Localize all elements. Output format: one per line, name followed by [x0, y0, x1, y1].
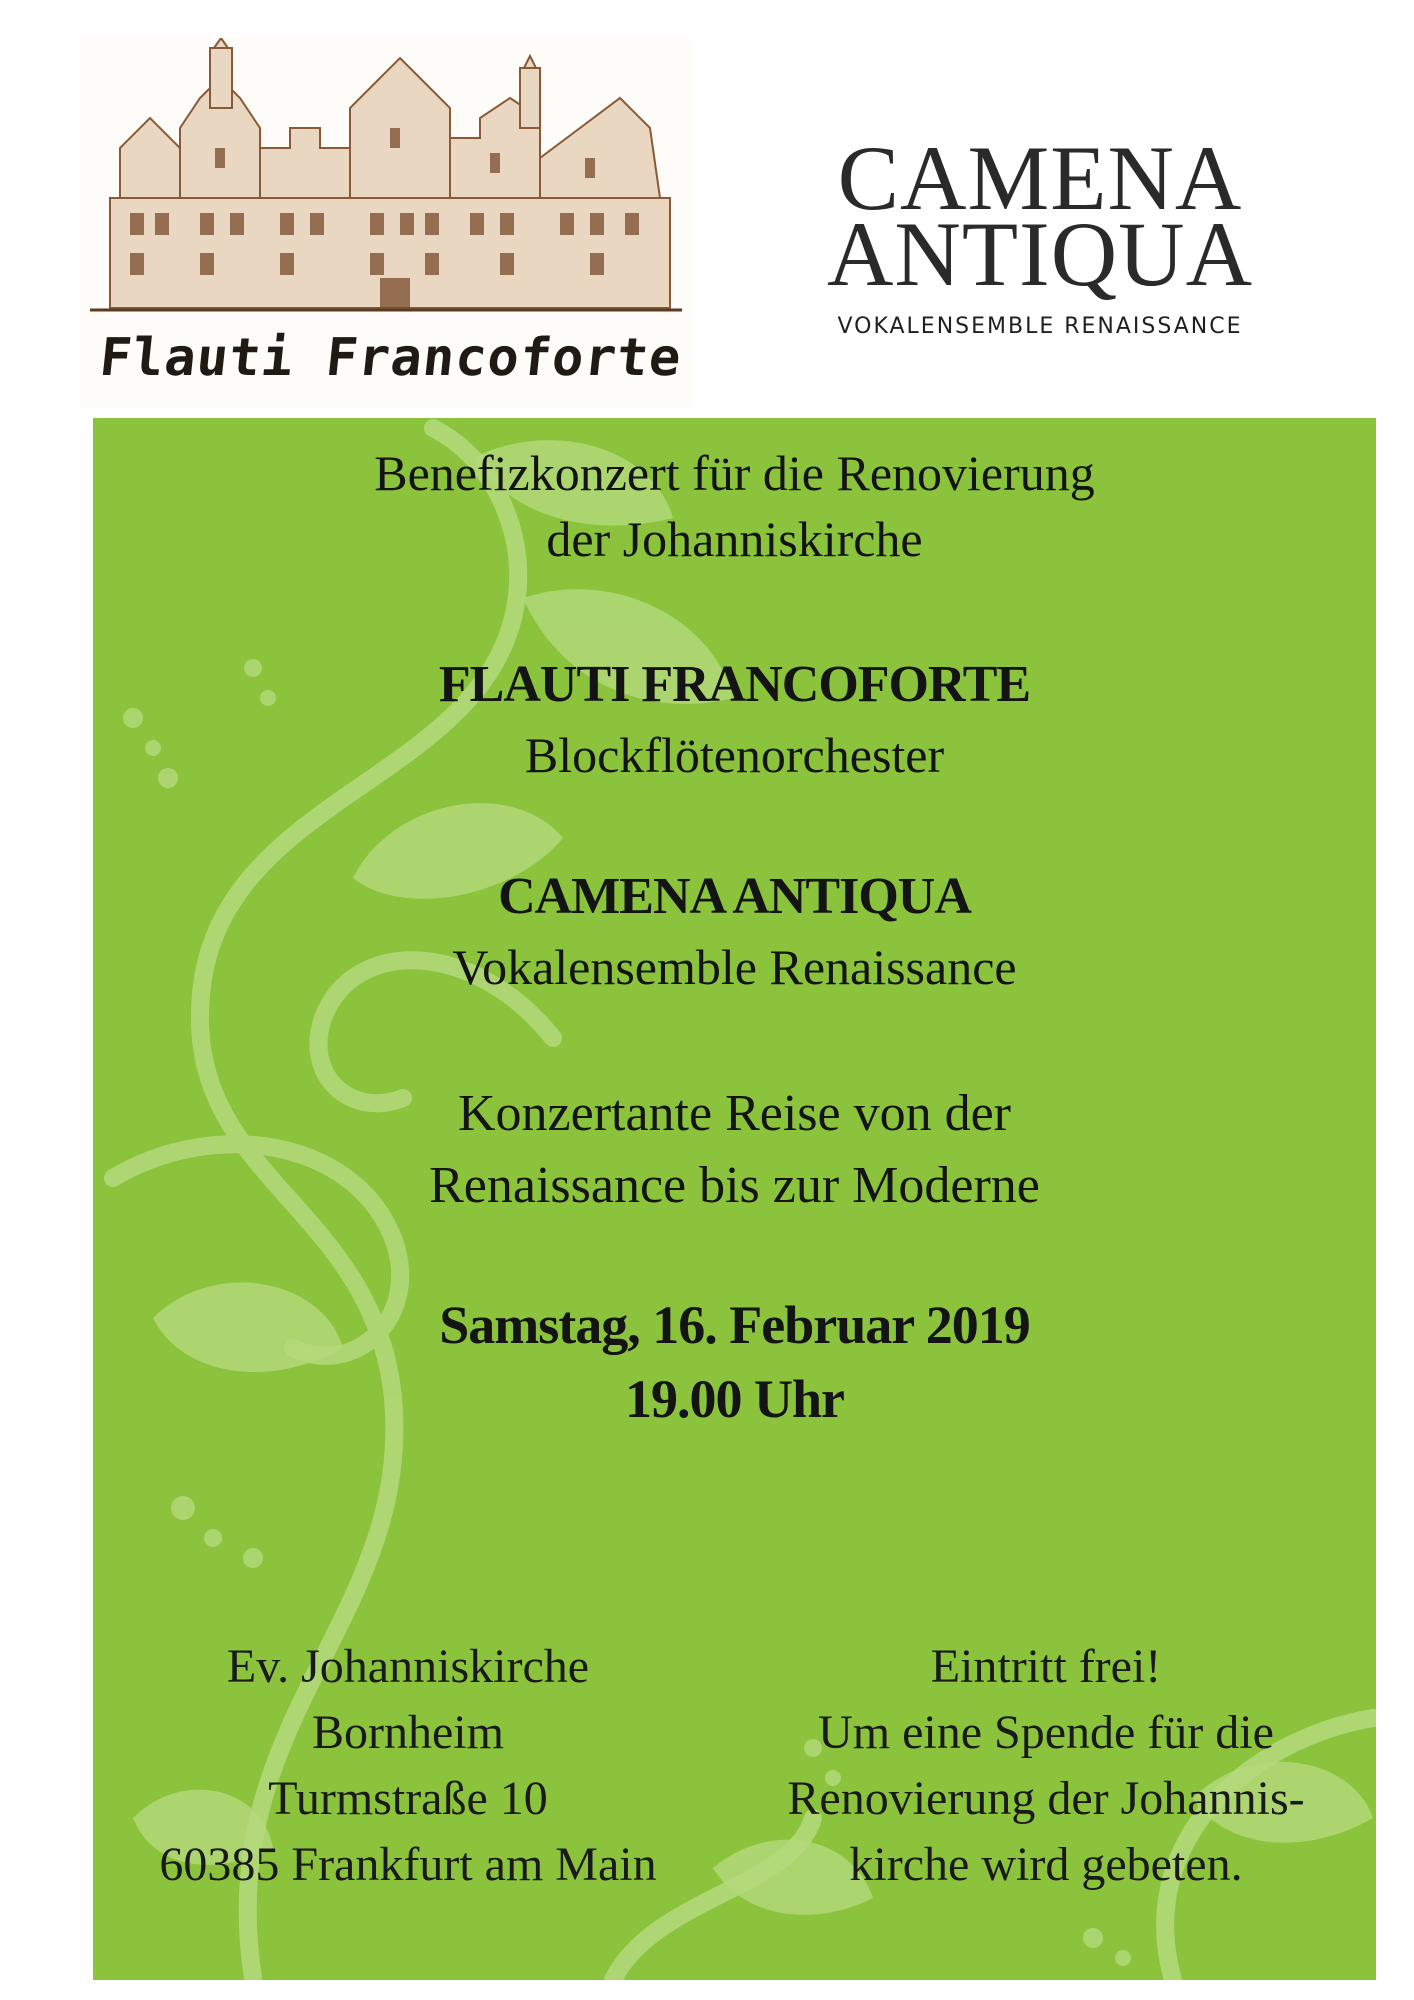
program-line-2: Renaissance bis zur Moderne	[429, 1157, 1040, 1214]
camena-antiqua-logo	[800, 127, 1280, 340]
entry-line-1: Eintritt frei!	[930, 1640, 1162, 1693]
ensemble1-name: FLAUTI FRANCOFORTE	[438, 656, 1031, 713]
ensemble1-description: Blockflötenorchester	[524, 727, 945, 783]
concert-panel	[93, 418, 1376, 1980]
entry-information	[721, 1634, 1371, 1898]
ensemble-flauti-francoforte	[93, 650, 1376, 790]
flauti-francoforte-wordmark: Flauti Francoforte	[96, 328, 685, 388]
intro-line-1: Benefizkonzert für die Renovierung	[374, 445, 1095, 501]
camena-logo-subtitle: VOKALENSEMBLE RENAISSANCE	[837, 314, 1243, 339]
romerberg-skyline-illustration	[80, 38, 692, 328]
address-line-3: Turmstraße 10	[268, 1772, 548, 1825]
camena-logo-line2: ANTIQUA	[826, 203, 1254, 305]
flauti-francoforte-logo	[80, 38, 692, 408]
benefit-concert-intro	[93, 440, 1376, 572]
address-line-2: Bornheim	[312, 1706, 504, 1759]
address-line-4: 60385 Frankfurt am Main	[159, 1838, 657, 1891]
ensemble2-description: Vokalensemble Renaissance	[452, 939, 1017, 995]
venue-address	[93, 1634, 723, 1898]
ensemble2-name: CAMENA ANTIQUA	[498, 868, 971, 925]
concert-date: Samstag, 16. Februar 2019	[439, 1295, 1030, 1355]
address-line-1: Ev. Johanniskirche	[226, 1640, 590, 1693]
program-line-1: Konzertante Reise von der	[457, 1085, 1011, 1142]
entry-line-2: Um eine Spende für die	[818, 1706, 1274, 1759]
ensemble-camena-antiqua	[93, 862, 1376, 1002]
camena-logo-line1: CAMENA	[837, 127, 1243, 229]
concert-date-time	[93, 1288, 1376, 1436]
concert-time: 19.00 Uhr	[625, 1369, 844, 1429]
program-description	[93, 1078, 1376, 1222]
entry-line-3: Renovierung der Johannis-	[787, 1772, 1305, 1825]
intro-line-2: der Johanniskirche	[546, 511, 923, 567]
entry-line-4: kirche wird gebeten.	[849, 1838, 1243, 1891]
